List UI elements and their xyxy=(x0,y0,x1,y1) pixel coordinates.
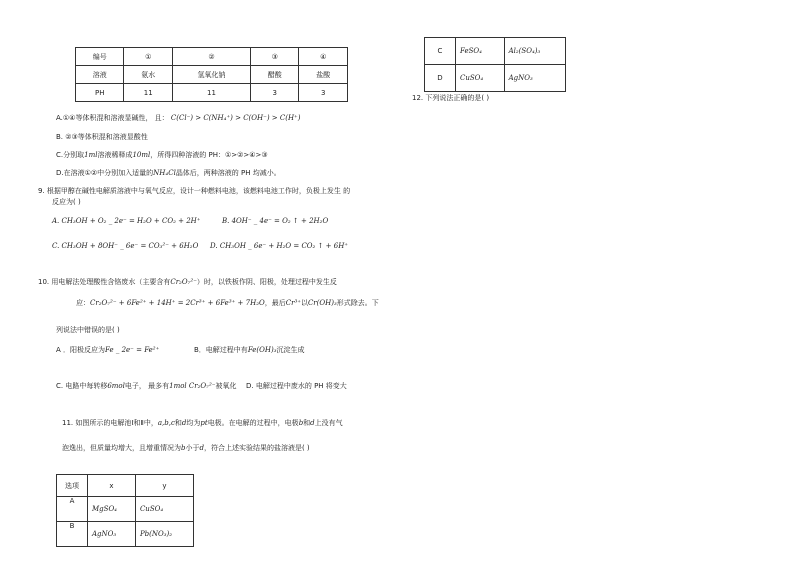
math-expr: 1mol Cr₂O₇²⁻ xyxy=(169,382,216,390)
option-text: 被氧化 xyxy=(215,382,237,390)
table-cell: MgSO₄ xyxy=(88,497,136,522)
option-text: A.①④等体积混和溶液显碱性， 且： xyxy=(56,114,169,122)
stem-text: 和 xyxy=(303,419,311,427)
table-cell: Pb(NO₃)₂ xyxy=(135,522,193,547)
q10-option-d: D. 电解过程中废水的 PH 将变大 xyxy=(246,382,347,390)
q10-option-b xyxy=(194,345,305,355)
math-expr: d xyxy=(310,419,315,427)
q10-option-a xyxy=(56,345,159,355)
stem-text: 10. 用电解法处理酸性含铬废水（主要含有 xyxy=(38,278,171,286)
math-expr: Cr₂O₇²⁻ + 6Fe²⁺ + 14H⁺ = 2Cr³⁺ + 6Fe³⁺ + 7H₂O xyxy=(90,299,265,307)
table-row xyxy=(425,38,566,65)
table-cell: Al₂(SO₄)₃ xyxy=(504,38,565,65)
math-expr: Cr(OH)₃ xyxy=(307,299,337,307)
table-cell: 醋酸 xyxy=(250,66,298,84)
stem-text: ）时，以铁板作阴、阳极，处理过程中发生反 xyxy=(196,278,337,286)
option-key: A xyxy=(57,497,88,522)
math-expr: NH₄Cl xyxy=(153,169,176,177)
option-text: ，所得四种溶液的 PH：①>②>④>③ xyxy=(150,151,268,159)
table-cell: CuSO₄ xyxy=(135,497,193,522)
question-12: 12. 下列说法正确的是( ) xyxy=(412,94,490,102)
q10-stem-line1 xyxy=(38,277,337,287)
table-cell: 盐酸 xyxy=(299,66,348,84)
table-cell: PH xyxy=(76,84,124,102)
math-expr: a,b,c xyxy=(157,419,175,427)
table-cell: ③ xyxy=(250,48,298,66)
math-expr: d xyxy=(199,444,204,452)
table-header-row xyxy=(57,475,194,497)
stem-text: 上没有气 xyxy=(314,419,343,427)
math-expr: pt xyxy=(200,419,208,427)
table-cell: 3 xyxy=(299,84,348,102)
option-text: 沉淀生成 xyxy=(276,346,305,354)
option-text: C.分别取 xyxy=(56,151,85,159)
q10-stem-line2 xyxy=(76,298,379,308)
table-row xyxy=(57,522,194,547)
option-text: B．电解过程中有 xyxy=(194,346,248,354)
option-text: C. 电路中每转移 xyxy=(56,382,108,390)
stem-text: ，符合上述实验结果的盐溶液是( ) xyxy=(203,444,310,452)
solution-ph-table xyxy=(75,47,348,102)
math-expr: C(Cl⁻) > C(NH₄⁺) > C(OH⁻) > C(H⁺) xyxy=(170,114,301,122)
option-text: 晶体后，两种溶液的 PH 均减小。 xyxy=(175,169,281,177)
q8-option-d xyxy=(56,168,281,178)
q8-option-c xyxy=(56,150,268,160)
stem-text: 均为 xyxy=(186,419,201,427)
q10-stem-line3: 列说法中错误的是( ) xyxy=(56,326,120,334)
option-text: 电子， 最多有 xyxy=(124,382,170,390)
table-cell: 氨水 xyxy=(124,66,172,84)
q9-stem-line2: 反应为( ) xyxy=(52,198,81,206)
table-row xyxy=(76,66,348,84)
table-cell: ① xyxy=(124,48,172,66)
table-row xyxy=(76,84,348,102)
salt-option-table-right xyxy=(424,37,566,92)
table-row xyxy=(57,497,194,522)
table-cell: CuSO₄ xyxy=(456,65,505,92)
q9-option-c: C. CH₃OH + 8OH⁻ _ 6e⁻ = CO₃²⁻ + 6H₂O xyxy=(52,242,199,250)
table-cell: FeSO₄ xyxy=(456,38,505,65)
q8-option-b: B. ②③等体积混和溶液显酸性 xyxy=(56,133,148,141)
stem-text: 小于 xyxy=(185,444,200,452)
q9-option-a: A. CH₃OH + O₂ _ 2e⁻ = H₂O + CO₂ + 2H⁺ xyxy=(52,217,201,225)
table-cell: 3 xyxy=(250,84,298,102)
option-text: D.在溶液①②中分别加入适量的 xyxy=(56,169,154,177)
q11-stem-line2 xyxy=(62,443,310,453)
math-expr: Cr₂O₇²⁻ xyxy=(170,278,197,286)
q11-stem-line1 xyxy=(62,418,343,428)
math-expr: Cr³⁺ xyxy=(285,299,301,307)
stem-text: 以 xyxy=(300,299,308,307)
table-cell: 选项 xyxy=(57,475,88,497)
math-expr: 10ml xyxy=(132,151,151,159)
stem-text: 泡逸出，但质量均增大，且增重情况为 xyxy=(62,444,181,452)
stem-text: 和 xyxy=(174,419,182,427)
table-cell: AgNO₃ xyxy=(88,522,136,547)
table-cell: 11 xyxy=(124,84,172,102)
table-cell: AgNO₃ xyxy=(504,65,565,92)
table-cell: ④ xyxy=(299,48,348,66)
table-cell: 溶液 xyxy=(76,66,124,84)
option-key: B xyxy=(57,522,88,547)
option-key: D xyxy=(425,65,456,92)
math-expr: 1ml xyxy=(84,151,98,159)
table-row xyxy=(425,65,566,92)
option-key: C xyxy=(425,38,456,65)
table-cell: y xyxy=(135,475,193,497)
q9-option-d: D. CH₃OH _ 6e⁻ + H₂O = CO₂ ↑ + 6H⁺ xyxy=(210,242,349,250)
option-text: A ．阳极反应为 xyxy=(56,346,106,354)
option-text: 溶液稀释成 xyxy=(97,151,133,159)
salt-option-table-bottom xyxy=(56,474,194,547)
stem-text: ，最后 xyxy=(264,299,286,307)
table-header-row xyxy=(76,48,348,66)
math-expr: b xyxy=(181,444,186,452)
table-cell: 氢氧化钠 xyxy=(172,66,250,84)
stem-text: 形式除去。下 xyxy=(336,299,379,307)
math-expr: 6mol xyxy=(107,382,125,390)
table-cell: 11 xyxy=(172,84,250,102)
stem-text: 11. 如图所示的电解池Ⅰ和Ⅱ中， xyxy=(62,419,158,427)
q8-option-a xyxy=(56,113,300,123)
math-expr: b xyxy=(298,419,304,427)
stem-text: 电极。在电解的过程中，电极 xyxy=(207,419,299,427)
q9-stem-line1: 9. 根据甲醇在碱性电解质溶液中与氧气反应，设计一种燃料电池，该燃料电池工作时，负极上发生 的 xyxy=(38,187,351,195)
table-cell: ② xyxy=(172,48,250,66)
q9-option-b: B. 4OH⁻ _ 4e⁻ = O₂ ↑ + 2H₂O xyxy=(222,217,329,225)
math-expr: Fe _ 2e⁻ = Fe²⁺ xyxy=(105,346,160,354)
math-expr: d xyxy=(181,419,187,427)
table-cell: x xyxy=(88,475,136,497)
table-cell: 编号 xyxy=(76,48,124,66)
q10-option-c xyxy=(56,381,236,391)
stem-text: 应： xyxy=(76,299,90,307)
math-expr: Fe(OH)₃ xyxy=(247,346,277,354)
